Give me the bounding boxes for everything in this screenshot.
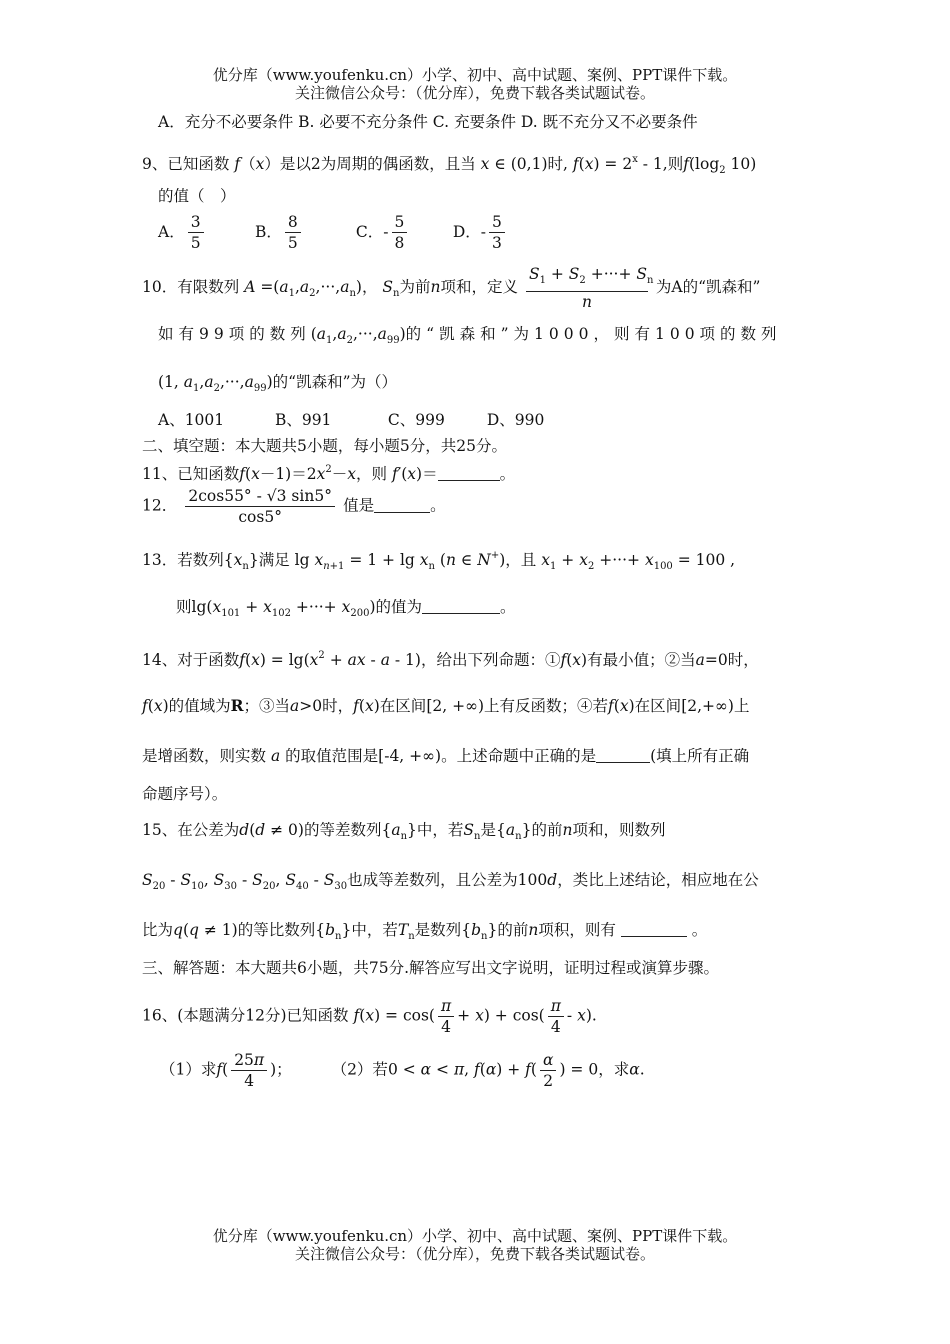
footer-line-1: 优分库（www.youfenku.cn）小学、初中、高中试题、案例、PPT课件下载。 — [212, 1227, 738, 1245]
q15-line-3: 比为q(q ≠ 1)的等比数列$\{b_n\}$中，若$T_n$是数列$\{b_n\}$的前n项积，则有 。 — [142, 921, 708, 942]
q14-line-2: f(x)的值域为R；③当a>0时，f(x)在区间[2, +∞)上有反函数；④若f(x)在区间[2,+∞)上 — [142, 696, 750, 715]
q9-options — [158, 212, 820, 253]
footer-line-2: 关注微信公众号：（优分库），免费下载各类试题试卷。 — [294, 1245, 655, 1263]
q9-text-b: 是以2为周期的偶函数，且当 — [279, 155, 476, 173]
q10-option-b: B、991 — [274, 411, 332, 429]
header-line-2: 关注微信公众号：（优分库），免费下载各类试题试卷。 — [294, 84, 655, 102]
question-16: 16、(本题满分12分)已知函数 f(x) = cos( $\frac{\pi}{4}$ + x) + cos( $\frac{\pi}{4}$ - x). — [142, 997, 597, 1036]
q9-text-e: 的值（ ） — [158, 187, 236, 205]
q15-line-2: $S_{20} - S_{10}$, $S_{30} - S_{20}$, $S_{40} - S_{30}$也成等差数列，且公差为100d，类比上述结论，相应地在公 — [142, 871, 759, 892]
q16-subquestions: （1）求f( $\frac{25\pi}{4}$ )； （2）若0 < α < π, f(α) + f( $\frac{\alpha}{2}$ ) = 0，求α. — [160, 1051, 645, 1090]
question-12: 12． $\frac{2\cos 55^\circ - √3 \sin 5^\circ}{\cos 5^\circ}$ 值是 。 — [142, 487, 446, 526]
q9-option-c: C．- $\frac{5}{8}$ — [356, 212, 448, 253]
q9-text-a: 已知函数 — [167, 155, 230, 173]
page-header — [0, 66, 950, 102]
q9-text-c: 时, — [547, 155, 568, 173]
q10-options — [158, 410, 820, 430]
q9-option-d: D．- $\frac{5}{3}$ — [453, 212, 508, 253]
page-footer — [0, 1227, 950, 1263]
question-9: 9、已知函数 f（x）是以2为周期的偶函数，且当 x ∈ (0,1)时, $f(x) = 2^x - 1$,则$f(\log_2$ 10) — [142, 154, 757, 176]
q13-line-2: 则$\lg(x_{101} + x_{102}$ +···+ $x_{200}$)的值为 。 — [176, 598, 516, 619]
q12-denominator: cos5° — [238, 508, 282, 526]
q9-text-d: 则 — [667, 155, 684, 173]
header-line-1: 优分库（www.youfenku.cn）小学、初中、高中试题、案例、PPT课件下载。 — [212, 66, 738, 84]
question-15: 15、在公差为d(d ≠ 0)的等差数列$\{a_n\}$中，若$S_n$是$\{a_n\}$的前n项和，则数列 — [142, 821, 666, 842]
q10-line-2: 如有99项的数列$(a_1,a_2,\cdot\cdot\cdot,a_{99})$的“凯森和”为1000，则有100项的数列 — [158, 325, 782, 346]
question-13: 13．若数列$\{x_n\}$满足 $\lg x_{n+1} = 1 + \lg x_n$ (n ∈ N+)，且 $x_1 + x_2$ +···+ $x_{100} = 100$ , — [142, 550, 736, 572]
q10-option-a: A、1001 — [158, 411, 225, 429]
q14-line-3: 是增函数，则实数 a 的取值范围是[-4, +∞)。上述命题中正确的是 (填上所有正确 — [142, 747, 750, 765]
q10-option-d: D、990 — [486, 411, 545, 429]
section-3-heading: 三、解答题：本大题共6小题，共75分.解答应写出文字说明，证明过程或演算步骤。 — [142, 959, 720, 977]
q14-line-4: 命题序号）。 — [142, 785, 228, 803]
q9-option-a: A． $\frac{3}{5}$ — [158, 212, 250, 253]
question-10: 10．有限数列 $A =(a_1,a_2,\cdot\cdot\cdot,a_n)$， $S_n$为前n项和，定义 $\frac{S_1 + S_2 +\cdot\cdot\cdot+ S_n}{n}$ 为A的“凯森和” — [142, 265, 761, 311]
q8-options: A．充分不必要条件 B. 必要不充分条件 C. 充要条件 D. 既不充分又不必要条件 — [158, 113, 698, 131]
q9-option-b: B． $\frac{8}{5}$ — [255, 212, 351, 253]
section-2-heading: 二、填空题：本大题共5小题，每小题5分，共25分。 — [142, 437, 507, 455]
q12-numerator: 2cos55° - √3 sin5° — [185, 486, 335, 507]
q9-number: 9、 — [142, 155, 168, 173]
q10-option-c: C、999 — [387, 411, 445, 429]
question-14: 14、对于函数$f(x) = \lg(x^2$ + ax - a - 1)，给出下列命题：①f(x)有最小值；②当a=0时， — [142, 650, 759, 669]
q10-line-3: (1, $a_1,a_2,\cdot\cdot\cdot,a_{99}$)的“凯森和”为（） — [158, 373, 397, 394]
question-11: 11、已知函数$f(x-1)=2x^2-x$，则 f′(x)＝ 。 — [142, 464, 516, 483]
